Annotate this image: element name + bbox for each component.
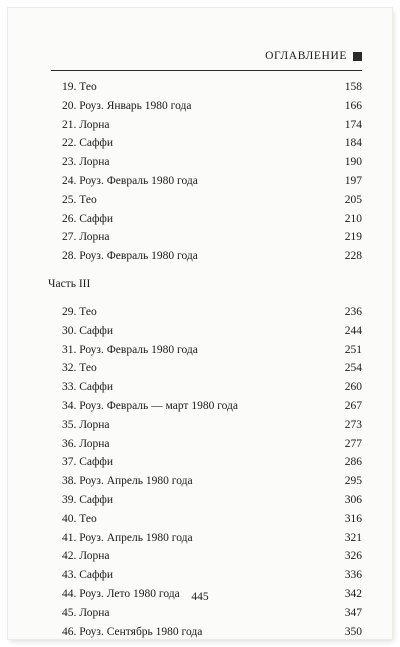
toc-entry-page: 197 — [344, 174, 362, 187]
toc-entry-page: 277 — [344, 437, 362, 450]
toc-entry-title: 43. Саффи — [62, 569, 114, 582]
toc-entry-title: 32. Тео — [62, 362, 97, 375]
toc-entry[interactable] — [62, 566, 362, 585]
toc-entry-title: 41. Роуз. Апрель 1980 года — [62, 531, 193, 544]
toc-entry-title: 22. Саффи — [62, 137, 114, 150]
toc-entry[interactable] — [62, 97, 362, 116]
toc-entry-page: 254 — [344, 362, 362, 375]
toc-entry-page: 267 — [344, 399, 362, 412]
toc-entry-title: 38. Роуз. Апрель 1980 года — [62, 475, 193, 488]
toc-entry-page: 306 — [344, 493, 362, 506]
toc-entry[interactable] — [62, 322, 362, 341]
toc-entry-title: 35. Лорна — [62, 418, 110, 431]
toc-entry[interactable] — [62, 435, 362, 454]
toc-entry-title: 34. Роуз. Февраль — март 1980 года — [62, 399, 239, 412]
toc-entry[interactable] — [62, 604, 362, 623]
book-page — [8, 8, 392, 639]
toc-entry-page: 205 — [344, 193, 362, 206]
toc-entry-title: 26. Саффи — [62, 212, 114, 225]
toc-entry[interactable] — [62, 416, 362, 435]
toc-entry-page: 166 — [344, 99, 362, 112]
toc-entry-page: 158 — [344, 81, 362, 93]
toc-entry[interactable] — [62, 303, 362, 322]
toc-entry-page: 219 — [344, 231, 362, 244]
toc-entry-page: 251 — [344, 343, 362, 356]
toc-entry[interactable] — [62, 623, 362, 642]
toc-entry-page: 342 — [344, 587, 362, 600]
toc-entry-page: 286 — [344, 456, 362, 469]
toc-entry[interactable] — [62, 491, 362, 510]
toc-entry-page: 260 — [344, 381, 362, 394]
toc-entry-title: 42. Лорна — [62, 550, 110, 563]
toc-entry-title: 33. Саффи — [62, 381, 114, 394]
toc-entry[interactable] — [62, 228, 362, 247]
toc-entry-page: 244 — [344, 324, 362, 337]
toc-entry-title: 45. Лорна — [62, 606, 110, 619]
toc-group-part-2 — [62, 78, 362, 266]
toc-entry-title: 30. Саффи — [62, 324, 114, 337]
toc-entry[interactable] — [62, 397, 362, 416]
toc-entry[interactable] — [62, 210, 362, 229]
toc-entry-page: 190 — [344, 156, 362, 169]
toc-entry[interactable] — [62, 529, 362, 548]
toc-entry[interactable] — [62, 547, 362, 566]
toc-entry[interactable] — [62, 472, 362, 491]
table-of-contents — [48, 78, 362, 641]
toc-entry-title: 46. Роуз. Сентябрь 1980 года — [62, 625, 203, 638]
toc-entry[interactable] — [62, 510, 362, 529]
toc-entry-title: 39. Саффи — [62, 493, 114, 506]
toc-entry[interactable] — [62, 453, 362, 472]
toc-entry[interactable] — [62, 172, 362, 191]
toc-entry-page: 236 — [344, 305, 362, 318]
toc-entry[interactable] — [62, 341, 362, 360]
part-heading: Часть III — [48, 277, 91, 290]
toc-entry[interactable] — [62, 359, 362, 378]
toc-entry-page: 228 — [344, 250, 362, 263]
toc-entry[interactable] — [62, 134, 362, 153]
toc-entry-page: 347 — [344, 606, 362, 619]
toc-entry-title: 24. Роуз. Февраль 1980 года — [62, 174, 198, 187]
toc-entry-page: 174 — [344, 118, 362, 131]
toc-entry-title: 25. Тео — [62, 193, 97, 206]
toc-entry-page: 210 — [344, 212, 362, 225]
toc-entry-title: 29. Тео — [62, 305, 97, 318]
toc-entry-title: 36. Лорна — [62, 437, 110, 450]
toc-entry[interactable] — [62, 78, 362, 97]
toc-entry-page: 326 — [344, 550, 362, 563]
running-head-title: ОГЛАВЛЕНИЕ — [265, 50, 347, 62]
running-head — [265, 50, 362, 62]
toc-entry-title: 28. Роуз. Февраль 1980 года — [62, 250, 198, 263]
toc-entry[interactable] — [62, 378, 362, 397]
toc-entry-page: 273 — [344, 418, 362, 431]
toc-entry-title: 21. Лорна — [62, 118, 110, 131]
toc-entry[interactable] — [62, 191, 362, 210]
toc-entry-page: 295 — [344, 475, 362, 488]
toc-entry[interactable] — [62, 247, 362, 266]
toc-entry-title: 44. Роуз. Лето 1980 года — [62, 587, 180, 600]
toc-entry-title: 27. Лорна — [62, 231, 110, 244]
toc-entry-title: 19. Тео — [62, 81, 97, 93]
toc-entry-page: 350 — [344, 625, 362, 638]
toc-entry-title: 37. Саффи — [62, 456, 114, 469]
toc-entry-page: 316 — [344, 512, 362, 525]
toc-entry-page: 336 — [344, 569, 362, 582]
toc-entry-title: 20. Роуз. Январь 1980 года — [62, 99, 192, 112]
toc-entry-title: 40. Тео — [62, 512, 97, 525]
toc-entry[interactable] — [62, 116, 362, 135]
toc-entry-title: 23. Лорна — [62, 156, 110, 169]
toc-entry[interactable] — [62, 153, 362, 172]
square-bullet-icon — [353, 52, 362, 61]
toc-entry-page: 321 — [344, 531, 362, 544]
header-rule — [51, 70, 362, 71]
page-number: 445 — [191, 591, 209, 603]
toc-entry-page: 184 — [344, 137, 362, 150]
toc-entry-title: 31. Роуз. Февраль 1980 года — [62, 343, 198, 356]
